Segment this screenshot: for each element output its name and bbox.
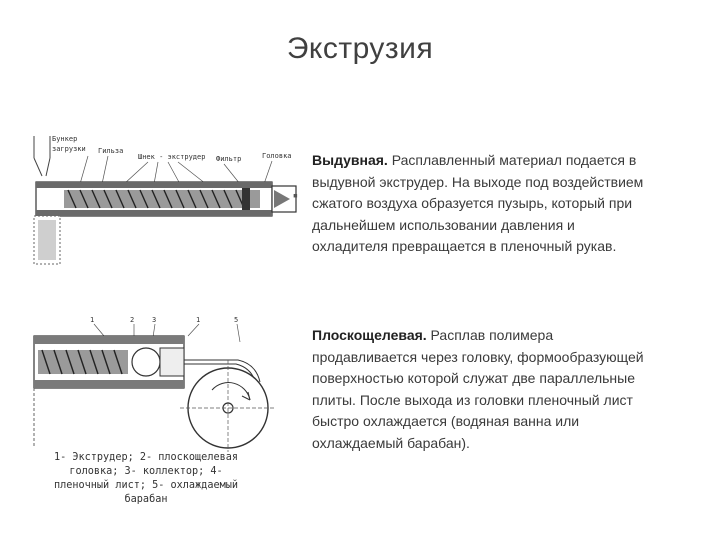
blown-lead: Выдувная. (312, 152, 388, 168)
paragraph-line: охлаждаемый барабан). (312, 434, 470, 451)
part-label-3: 3 (152, 316, 157, 324)
part-label-1b: 1 (196, 316, 201, 324)
paragraph-line: Расплав полимера (426, 327, 554, 343)
caption-line: барабан (124, 494, 168, 505)
caption-line: головка; 3- коллектор; 4- (69, 466, 223, 477)
filter-label: Фильтр (216, 155, 242, 163)
hopper-label-1: Бункер (52, 135, 78, 143)
flat-lead: Плоскощелевая. (312, 327, 427, 343)
caption-line: 1- Экструдер; 2- плоскощелевая (53, 452, 238, 463)
extruder-diagram (28, 130, 310, 270)
paragraph-line: охладителя превращается в пленочный рукав. (312, 238, 617, 254)
paragraph-line: продавливается через головку, формообразующей (312, 348, 644, 365)
part-label-2: 2 (130, 316, 135, 324)
caption-line: пленочный лист; 5- охлаждаемый (53, 480, 238, 491)
hopper-label-2: загрузки (52, 145, 86, 153)
screw-label: Шнек - экструдер (138, 153, 206, 161)
paragraph-line: сжатого воздуха образуется пузырь, который при (312, 195, 633, 211)
part-label-1a: 1 (90, 316, 95, 324)
part-label-5: 5 (234, 316, 239, 324)
paragraph-line: дальнейшем использовании давления и (312, 216, 575, 233)
flat-die-diagram (28, 308, 290, 453)
bullet-marker: ▪ (293, 187, 298, 203)
paragraph-line: поверхностью которой служат две параллельные (312, 370, 635, 386)
paragraph-line: выдувной экструдер. На выходе под воздействием (312, 173, 644, 190)
flat-die-paragraph (312, 325, 707, 454)
figure-caption (36, 451, 256, 507)
paragraph-line: Расплавленный материал подается в (387, 152, 637, 168)
slide-title: Экструзия (286, 32, 434, 65)
sleeve-label: Гильза (98, 147, 124, 155)
head-label: Головка (262, 152, 292, 160)
paragraph-line: быстро охлаждается (водяная ванна или (312, 413, 580, 429)
paragraph-line: плиты. После выхода из головки пленочный лист (312, 391, 633, 408)
blown-extrusion-paragraph (312, 150, 707, 258)
